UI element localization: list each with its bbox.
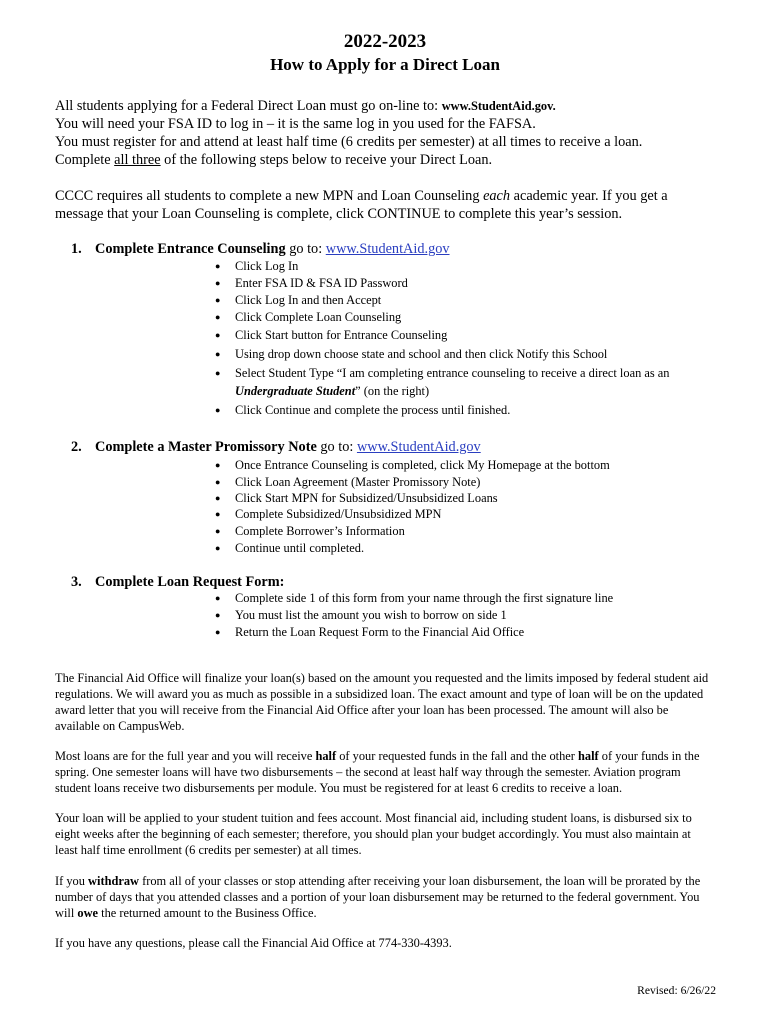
- list-item: ● Click Log In: [215, 259, 299, 273]
- list-item-continuation: Undergraduate Student” (on the right): [235, 384, 430, 398]
- bullet-icon: ●: [215, 349, 221, 359]
- list-item: ● Click Continue and complete the process until finished.: [215, 403, 511, 417]
- list-item: ● Complete Borrower’s Information: [215, 524, 405, 538]
- step-1-studentaid-link[interactable]: www.StudentAid.gov: [325, 241, 450, 257]
- withdraw-paragraph: If you withdraw from all of your classes or stop attending after receiving your loan disbursement, the loan will be prorated by the number of days that you attended classes and a portion of your loan disbursement may be returned to the federal government. You will owe the returned amount to the Business Office.: [55, 874, 701, 920]
- bullet-icon: ●: [215, 460, 221, 470]
- step-2-heading: 2. Complete a Master Promissory Note go to: www.StudentAid.gov: [71, 439, 481, 455]
- step-1-heading: 1. Complete Entrance Counseling go to: www.StudentAid.gov: [71, 241, 450, 257]
- bullet-icon: ●: [215, 509, 221, 519]
- bullet-icon: ●: [215, 593, 221, 603]
- document-title: How to Apply for a Direct Loan: [270, 55, 500, 74]
- bullet-icon: ●: [215, 278, 221, 288]
- studentaid-link-bold: www.StudentAid.gov.: [441, 99, 556, 113]
- questions-paragraph: If you have any questions, please call the Financial Aid Office at 774-330-4393.: [55, 936, 452, 950]
- list-item: ● Complete side 1 of this form from your name through the first signature line: [215, 591, 614, 605]
- document-year: 2022-2023: [343, 31, 427, 52]
- bullet-icon: ●: [215, 543, 221, 553]
- list-item: ● Return the Loan Request Form to the Financial Aid Office: [215, 625, 525, 639]
- list-item: ● Click Log In and then Accept: [215, 293, 382, 307]
- list-item: ● Continue until completed.: [215, 541, 365, 555]
- list-item: ● Select Student Type “I am completing entrance counseling to receive a direct loan as an: [215, 366, 670, 380]
- bullet-icon: ●: [215, 405, 221, 415]
- list-item: ● Click Start MPN for Subsidized/Unsubsidized Loans: [215, 491, 498, 505]
- list-item: ● Enter FSA ID & FSA ID Password: [215, 276, 408, 290]
- intro-line-3: You must register for and attend at least half time (6 credits per semester) at all times to receive a loan.: [55, 134, 643, 150]
- bullet-icon: ●: [215, 477, 221, 487]
- bullet-icon: ●: [215, 295, 221, 305]
- list-item: ● Complete Subsidized/Unsubsidized MPN: [215, 507, 442, 521]
- intro-line-1: All students applying for a Federal Direct Loan must go on-line to: www.StudentAid.gov.: [55, 98, 556, 114]
- list-item: ● Using drop down choose state and school and then click Notify this School: [215, 347, 608, 361]
- list-item: ● Click Complete Loan Counseling: [215, 310, 402, 324]
- intro-line-2: You will need your FSA ID to log in – it is the same log in you used for the FAFSA.: [55, 116, 536, 132]
- bullet-icon: ●: [215, 330, 221, 340]
- bullet-icon: ●: [215, 261, 221, 271]
- list-item: ● Once Entrance Counseling is completed, click My Homepage at the bottom: [215, 458, 610, 472]
- intro-line-4: Complete all three of the following steps below to receive your Direct Loan.: [55, 152, 493, 168]
- list-item: ● Click Loan Agreement (Master Promissory Note): [215, 475, 481, 489]
- step-2-studentaid-link[interactable]: www.StudentAid.gov: [356, 439, 481, 455]
- list-item: ● Click Start button for Entrance Counseling: [215, 328, 448, 342]
- notice-line-2: message that your Loan Counseling is complete, click CONTINUE to complete this year’s session.: [55, 206, 623, 222]
- finalize-loan-paragraph: The Financial Aid Office will finalize your loan(s) based on the amount you requested and the limits imposed by federal student aid regulations. We will award you as much as possible in a subsidized loan. The exact amount and type of loan will be on the updated award letter that you will receive from the Financial Aid Office after your loan has been processed. The amount will also be available on CampusWeb.: [55, 671, 709, 733]
- disbursement-paragraph: Most loans are for the full year and you will receive half of your requested funds in the fall and the other half of your funds in the spring. One semester loans will have two disbursements – the second at least half way through the semester. Aviation program student loans receive two disbursements per module. You must be registered for at least 6 credits to receive a loan.: [55, 749, 700, 795]
- bullet-icon: ●: [215, 368, 221, 378]
- list-item: ● You must list the amount you wish to borrow on side 1: [215, 608, 507, 622]
- loan-applied-paragraph: Your loan will be applied to your student tuition and fees account. Most financial aid, including student loans, is disbursed six to eight weeks after the beginning of each semester; therefore, you should plan your budget accordingly. You must also maintain at least half time enrollment (6 credits per semester) at all times.: [55, 811, 692, 857]
- bullet-icon: ●: [215, 610, 221, 620]
- bullet-icon: ●: [215, 312, 221, 322]
- revised-date: Revised: 6/26/22: [637, 984, 716, 997]
- bullet-icon: ●: [215, 526, 221, 536]
- bullet-icon: ●: [215, 627, 221, 637]
- bullet-icon: ●: [215, 493, 221, 503]
- step-3-heading: 3. Complete Loan Request Form:: [71, 574, 285, 590]
- notice-line-1: CCCC requires all students to complete a new MPN and Loan Counseling each academic year. If you get a: [55, 188, 668, 204]
